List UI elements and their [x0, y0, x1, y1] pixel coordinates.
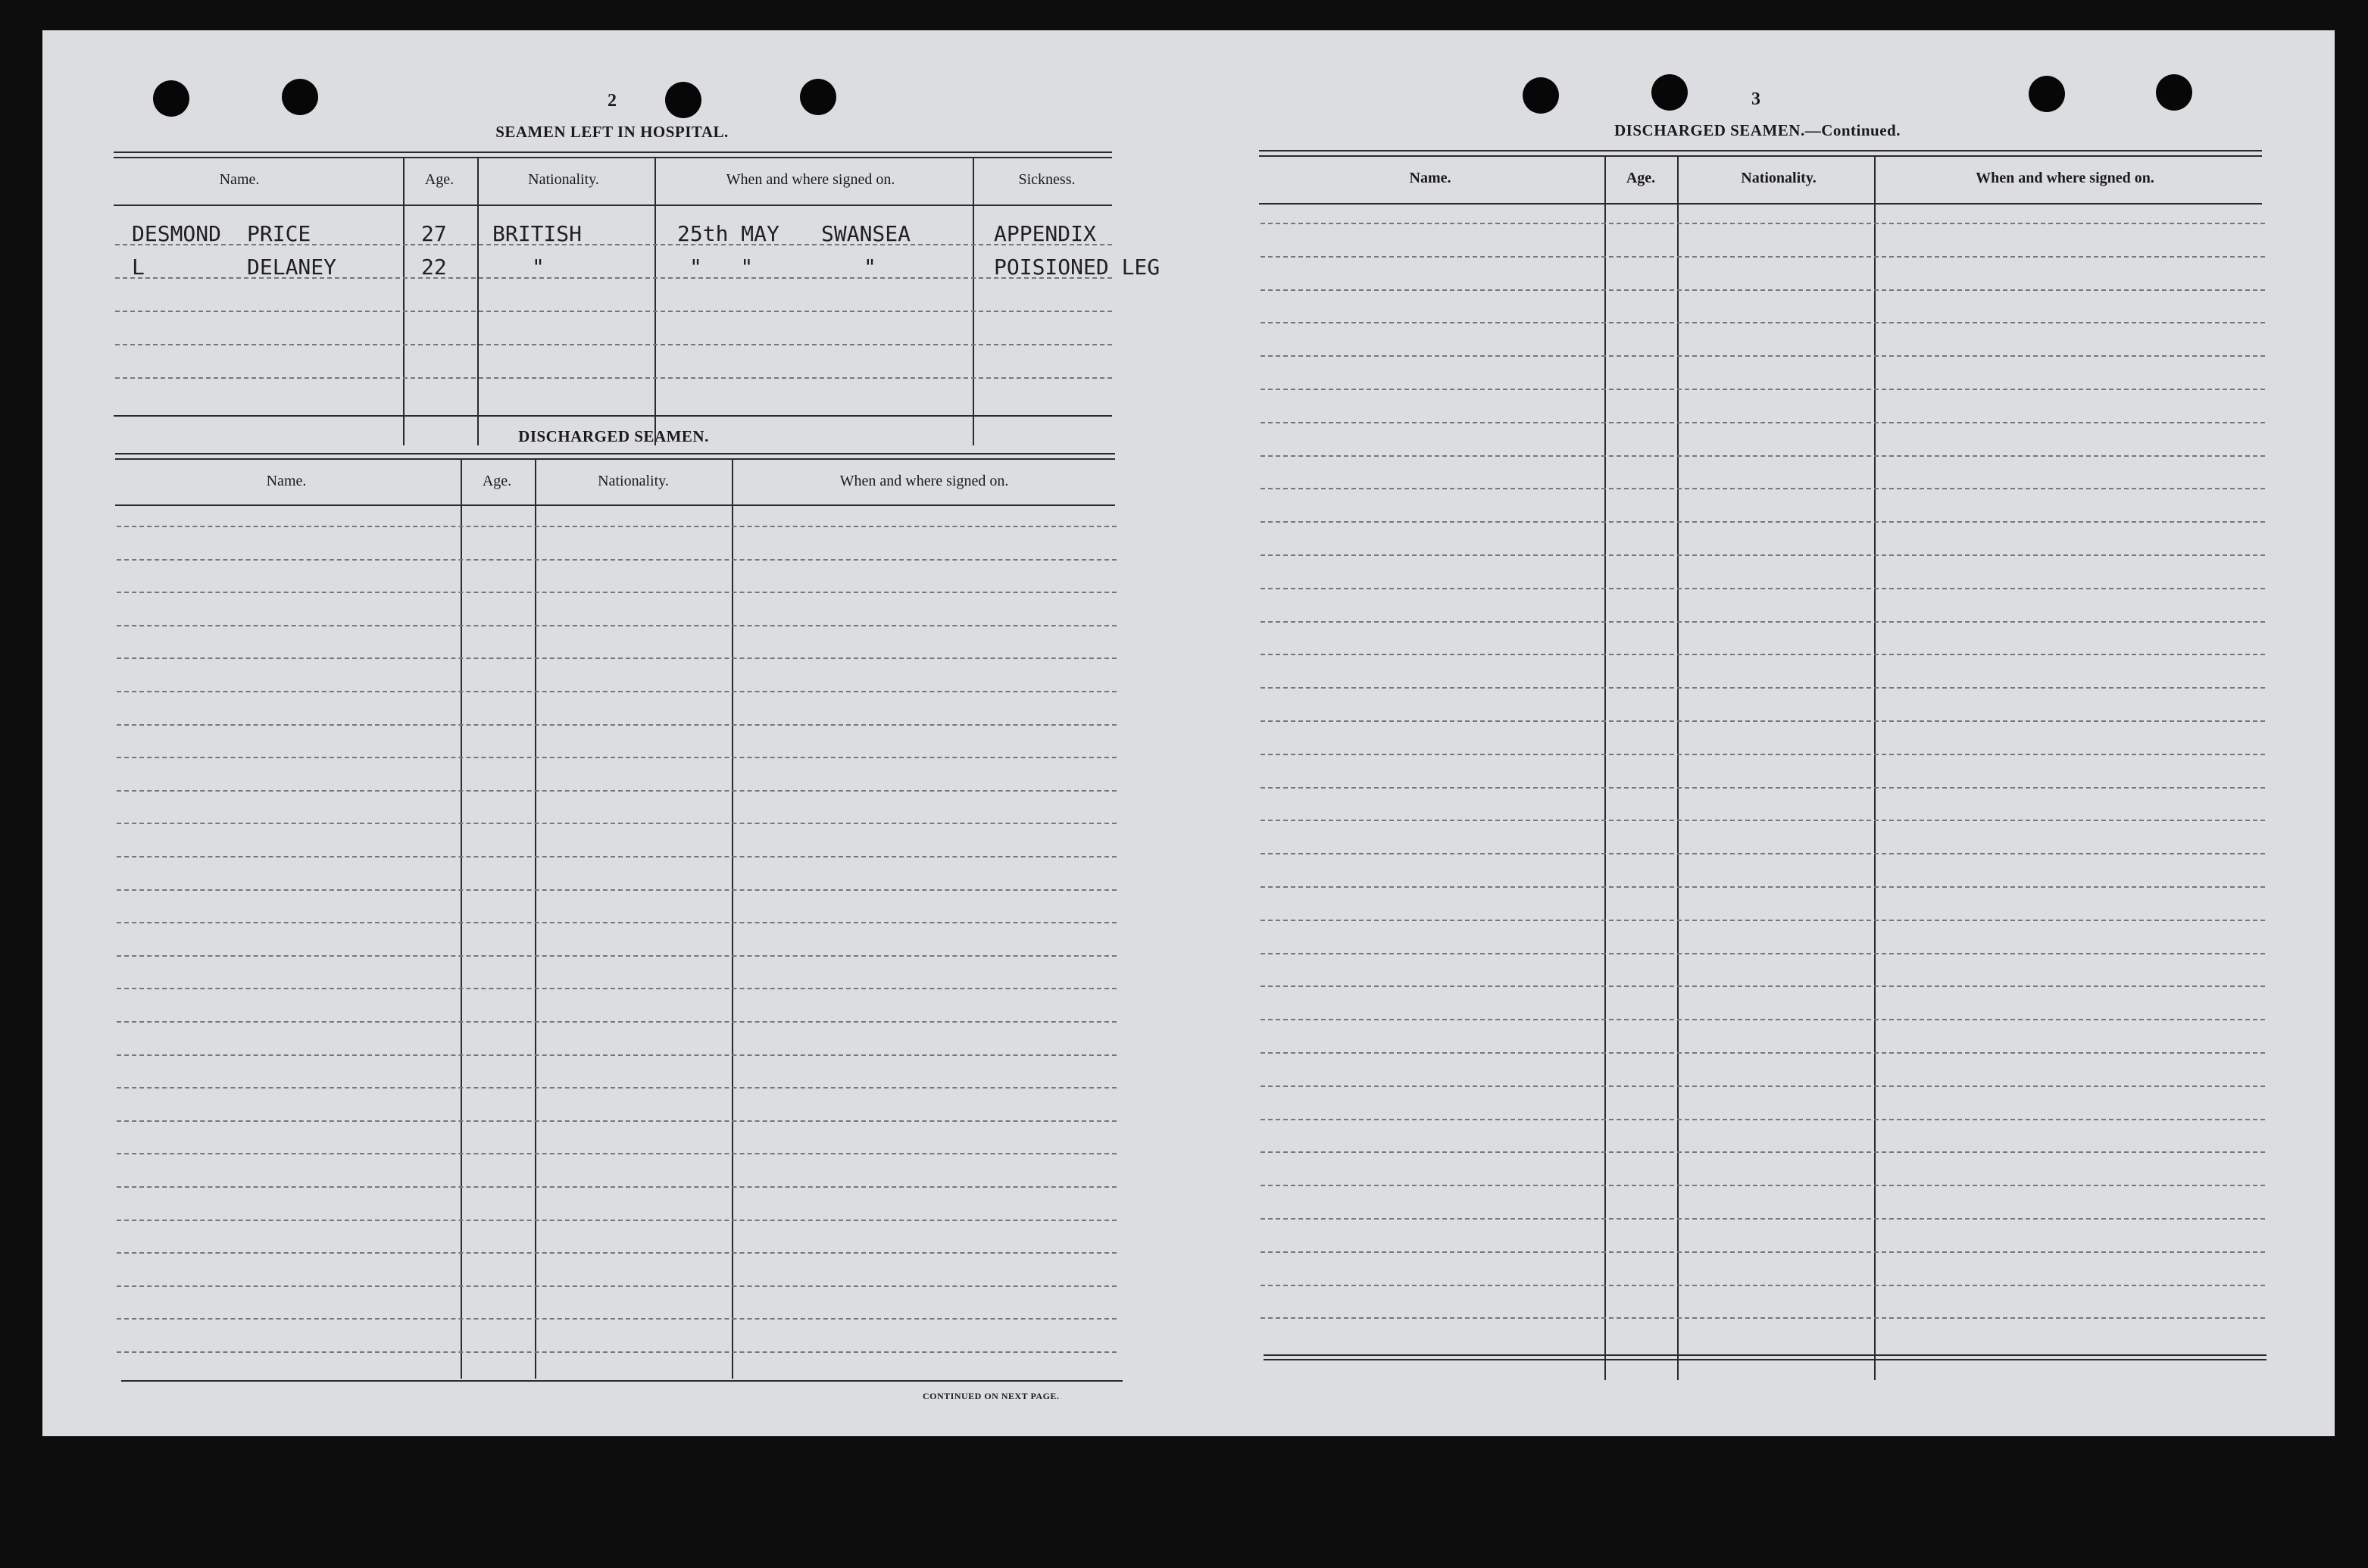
ruled-line	[117, 1021, 1117, 1023]
ruled-line	[1261, 389, 2265, 390]
ruled-line	[1261, 754, 2265, 755]
ruled-line	[1261, 322, 2265, 323]
hospital-age: 27	[421, 221, 447, 246]
col-header-name: Name.	[1409, 170, 1451, 186]
ruled-line	[117, 657, 1117, 659]
ruled-line	[117, 823, 1117, 824]
ruled-line	[117, 691, 1117, 692]
column-divider	[732, 459, 733, 1379]
ruled-line	[1261, 820, 2265, 821]
hospital-signed-place: SWANSEA	[821, 221, 911, 246]
punch-hole	[800, 79, 836, 115]
ruled-line	[1261, 554, 2265, 556]
hospital-name-last: PRICE	[247, 221, 311, 246]
hospital-age: 22	[421, 255, 447, 280]
header-rule	[1259, 203, 2262, 205]
page-number: 2	[608, 91, 617, 111]
ruled-line	[1261, 289, 2265, 291]
hospital-signed-date: 25th MAY	[677, 221, 779, 246]
hospital-nationality: "	[532, 255, 545, 280]
ruled-line	[117, 526, 1117, 527]
ruled-line	[1261, 1119, 2265, 1120]
hospital-sickness: APPENDIX	[994, 221, 1096, 246]
ruled-line	[117, 1351, 1117, 1353]
column-divider	[403, 158, 405, 445]
col-header-name: Name.	[266, 473, 307, 489]
hospital-name-first: DESMOND	[132, 221, 222, 246]
col-header-age: Age.	[424, 171, 455, 188]
ruled-line	[117, 790, 1117, 792]
column-divider	[1677, 156, 1679, 1380]
ruled-line	[1261, 355, 2265, 357]
ruled-line	[117, 757, 1117, 758]
footer-continued: CONTINUED ON NEXT PAGE.	[923, 1391, 1060, 1401]
hospital-name-first: L	[132, 255, 145, 280]
col-header-age: Age.	[1626, 170, 1656, 186]
ruled-line	[117, 559, 1117, 561]
hospital-nationality: BRITISH	[492, 221, 583, 246]
punch-hole	[282, 79, 318, 115]
ruled-line	[1261, 1185, 2265, 1186]
col-header-signed-on: When and where signed on.	[1976, 170, 2154, 186]
col-header-nationality: Nationality.	[598, 473, 669, 489]
ruled-line	[1261, 1317, 2265, 1319]
ruled-line	[1261, 1085, 2265, 1087]
column-divider	[535, 459, 536, 1379]
ruled-line	[117, 1186, 1117, 1188]
ruled-line	[1261, 920, 2265, 921]
column-divider	[654, 158, 656, 445]
ruled-line	[1261, 886, 2265, 888]
ruled-line	[115, 377, 1112, 379]
col-header-sickness: Sickness.	[1018, 171, 1076, 188]
table-bottom-rule	[121, 1380, 1123, 1382]
ruled-line	[117, 1087, 1117, 1089]
ruled-line	[117, 856, 1117, 857]
ruled-line	[117, 1285, 1117, 1287]
table-bottom-rule	[1264, 1359, 2266, 1360]
header-rule	[115, 504, 1115, 506]
ruled-line	[117, 988, 1117, 989]
ruled-line	[117, 625, 1117, 626]
ruled-line	[1261, 1019, 2265, 1020]
ruled-line	[115, 311, 1112, 312]
ruled-line	[117, 592, 1117, 593]
punch-hole	[665, 82, 701, 118]
section-title-discharged-continued: DISCHARGED SEAMEN.—Continued.	[1614, 121, 1901, 139]
rule-double	[1259, 150, 2262, 157]
ruled-line	[1261, 1251, 2265, 1253]
ledger-sheet	[42, 30, 2335, 1436]
ruled-line	[117, 1252, 1117, 1254]
rule-double	[115, 453, 1115, 460]
ruled-line	[1261, 223, 2265, 224]
ruled-line	[117, 1318, 1117, 1320]
section-bottom-rule	[114, 415, 1112, 417]
ruled-line	[1261, 720, 2265, 722]
ruled-line	[1261, 953, 2265, 954]
ruled-line	[117, 1153, 1117, 1154]
column-divider	[477, 158, 479, 445]
ruled-line	[1261, 654, 2265, 655]
hospital-signed-place: "	[864, 255, 876, 280]
punch-hole	[1523, 77, 1559, 114]
punch-hole	[2156, 74, 2192, 111]
punch-hole	[1651, 74, 1688, 111]
ruled-line	[1261, 985, 2265, 987]
ruled-line	[117, 955, 1117, 957]
ruled-line	[117, 889, 1117, 891]
column-divider	[973, 158, 974, 445]
table-bottom-rule	[1264, 1354, 2266, 1356]
rule-double	[114, 151, 1112, 158]
column-divider	[1604, 156, 1606, 1380]
col-header-signed-on: When and where signed on.	[726, 171, 895, 188]
column-divider	[461, 459, 462, 1379]
ruled-line	[1261, 256, 2265, 258]
header-rule	[114, 205, 1112, 206]
col-header-nationality: Nationality.	[1741, 170, 1817, 186]
punch-hole	[153, 80, 189, 117]
ruled-line	[115, 344, 1112, 345]
ruled-line	[1261, 1151, 2265, 1153]
ruled-line	[1261, 1285, 2265, 1286]
ruled-line	[1261, 521, 2265, 523]
ruled-line	[117, 1220, 1117, 1221]
page-number: 3	[1751, 89, 1760, 109]
col-header-name: Name.	[219, 171, 260, 188]
col-header-nationality: Nationality.	[528, 171, 599, 188]
column-divider	[1874, 156, 1876, 1380]
ruled-line	[1261, 787, 2265, 789]
hospital-signed-date: " "	[689, 255, 754, 280]
ruled-line	[1261, 1052, 2265, 1054]
hospital-name-last: DELANEY	[247, 255, 337, 280]
ruled-line	[1261, 1218, 2265, 1220]
col-header-age: Age.	[482, 473, 512, 489]
ruled-line	[117, 922, 1117, 923]
col-header-signed-on: When and where signed on.	[839, 473, 1009, 489]
ruled-line	[1261, 687, 2265, 689]
ruled-line	[117, 1120, 1117, 1122]
ruled-line	[1261, 588, 2265, 589]
punch-hole	[2029, 76, 2065, 112]
ruled-line	[1261, 422, 2265, 423]
ruled-line	[117, 724, 1117, 726]
section-title-hospital: SEAMEN LEFT IN HOSPITAL.	[495, 123, 729, 141]
ruled-line	[1261, 488, 2265, 489]
section-title-discharged: DISCHARGED SEAMEN.	[518, 427, 709, 445]
ruled-line	[117, 1054, 1117, 1056]
hospital-sickness: POISIONED LEG	[994, 255, 1161, 280]
ruled-line	[1261, 455, 2265, 457]
ruled-line	[1261, 621, 2265, 623]
ruled-line	[1261, 853, 2265, 854]
